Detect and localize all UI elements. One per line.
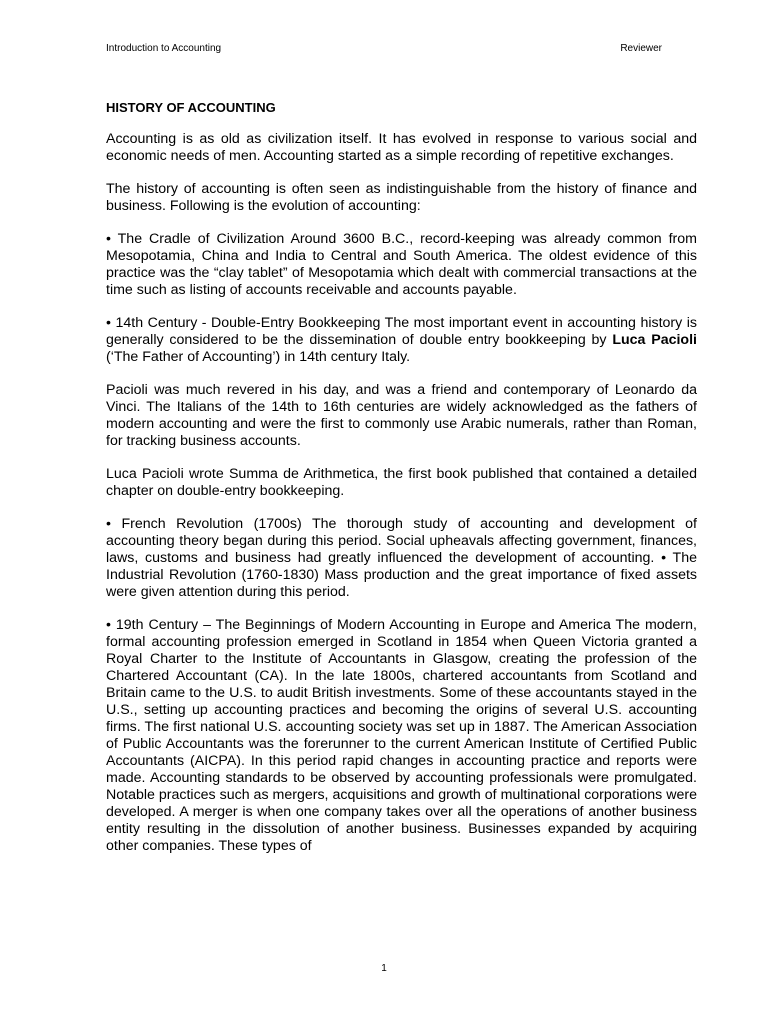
paragraph-pacioli-revered: Pacioli was much revered in his day, and was a friend and contemporary of Leonardo da Vinci. The Italians of the 14th to 16th centuries are widely acknowledged as the fathers of modern accounting and were the first to commonly use Arabic numerals, rather than Roman, for tracking business accounts. [106, 382, 697, 449]
header-left-text: Introduction to Accounting [106, 43, 222, 54]
running-header [106, 43, 662, 57]
paragraph-intro: Accounting is as old as civilization itself. It has evolved in response to various social and economic needs of men. Accounting started as a simple recording of repetitive exchanges. [106, 131, 697, 164]
paragraph-19th-century: • 19th Century – The Beginnings of Modern Accounting in Europe and America The modern, formal accounting profession emerged in Scotland in 1854 when Queen Victoria granted a Royal Charter to the Institute of Accountants in Glasgow, creating the profession of the Chartered Accountant (CA). In the late 1800s, chartered accountants from Scotland and Britain came to the U.S. to audit British investments. Some of these accountants stayed in the U.S., setting up accounting practices and becoming the origins of several U.S. accounting firms. The first national U.S. accounting society was set up in 1887. The American Association of Public Accountants was the forerunner to the current American Institute of Certified Public Accountants (AICPA). In this period rapid changes in accounting practice and reports were made. Accounting standards to be observed by accounting professionals were promulgated. Notable practices such as mergers, acquisitions and growth of multinational corporations were developed. A merger is when one company takes over all the operations of another business entity resulting in the dissolution of another business. Businesses expanded by acquiring other companies. These types of [106, 617, 697, 854]
page-number: 1 [381, 963, 387, 974]
paragraph-evolution-lead: The history of accounting is often seen as indistinguishable from the history of finance and business. Following is the evolution of accounting: [106, 181, 697, 214]
paragraph-summa-de-arithmetica: Luca Pacioli wrote Summa de Arithmetica, the first book published that contained a detailed chapter on double-entry bookkeeping. [106, 466, 697, 499]
paragraph-cradle-of-civilization: • The Cradle of Civilization Around 3600 B.C., record-keeping was already common from Mesopotamia, China and India to Central and South America. The oldest evidence of this practice was the “clay tablet” of Mesopotamia which dealt with commercial transactions at the time such as listing of accounts receivable and accounts payable. [106, 231, 697, 298]
paragraph-double-entry [106, 315, 697, 366]
luca-pacioli-name: Luca Pacioli [612, 332, 697, 348]
document-body [106, 100, 697, 871]
paragraph-double-entry-text-start: • 14th Century - Double-Entry Bookkeeping The most important event in accounting history is generally considered to be the dissemination of double entry bookkeeping by [106, 315, 697, 348]
header-right-text: Reviewer [620, 43, 662, 54]
paragraph-french-industrial-revolution: • French Revolution (1700s) The thorough study of accounting and development of accounting theory began during this period. Social upheavals affecting government, finances, laws, customs and business had greatly influenced the development of accounting. • The Industrial Revolution (1760-1830) Mass production and the great importance of fixed assets were given attention during this period. [106, 516, 697, 600]
paragraph-double-entry-text-end: (‘The Father of Accounting’) in 14th century Italy. [106, 349, 411, 365]
section-title: HISTORY OF ACCOUNTING [106, 100, 276, 115]
